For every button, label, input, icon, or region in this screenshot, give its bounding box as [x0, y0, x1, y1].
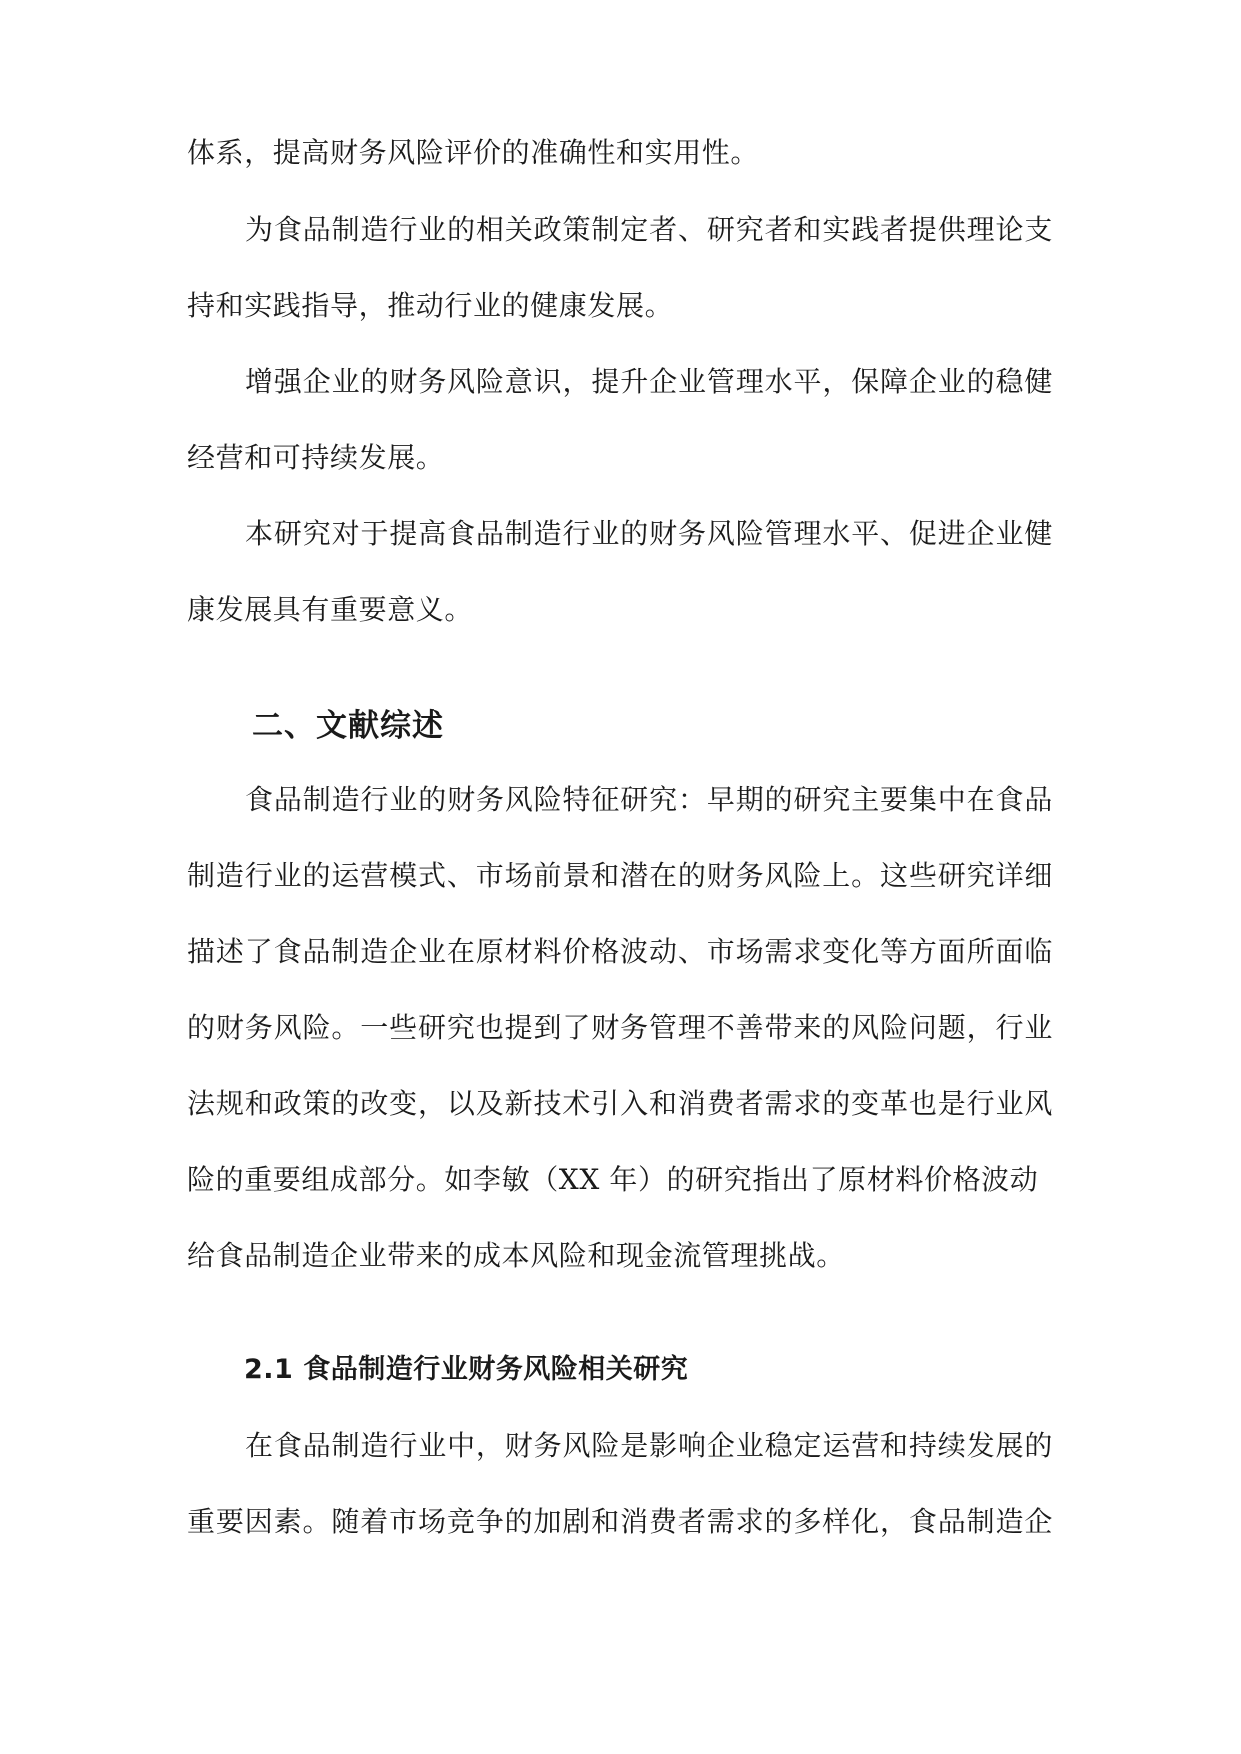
- paragraph-line: 食品制造行业的财务风险特征研究：早期的研究主要集中在食品: [245, 783, 1053, 816]
- paragraph-line: 重要因素。随着市场竞争的加剧和消费者需求的多样化，食品制造企: [187, 1505, 1053, 1538]
- paragraph-line: 在食品制造行业中，财务风险是影响企业稳定运营和持续发展的: [245, 1429, 1053, 1462]
- paragraph-line: 险的重要组成部分。如李敏（XX 年）的研究指出了原材料价格波动: [187, 1163, 1039, 1196]
- paragraph-line: 持和实践指导，推动行业的健康发展。: [187, 289, 674, 322]
- paragraph-line: 经营和可持续发展。: [187, 441, 445, 474]
- paragraph-line: 体系，提高财务风险评价的准确性和实用性。: [187, 136, 760, 169]
- paragraph-line: 增强企业的财务风险意识，提升企业管理水平，保障企业的稳健: [245, 365, 1053, 398]
- paragraph-line: 描述了食品制造企业在原材料价格波动、市场需求变化等方面所面临: [187, 935, 1053, 968]
- paragraph-line: 的财务风险。一些研究也提到了财务管理不善带来的风险问题，行业: [187, 1011, 1053, 1044]
- paragraph-line: 法规和政策的改变，以及新技术引入和消费者需求的变革也是行业风: [187, 1087, 1053, 1120]
- section-heading: 二、文献综述: [252, 708, 444, 744]
- paragraph-line: 本研究对于提高食品制造行业的财务风险管理水平、促进企业健: [245, 517, 1053, 550]
- paragraph-line: 康发展具有重要意义。: [187, 593, 474, 626]
- paragraph-line: 为食品制造行业的相关政策制定者、研究者和实践者提供理论支: [245, 213, 1053, 246]
- paragraph-line: 给食品制造企业带来的成本风险和现金流管理挑战。: [187, 1239, 845, 1272]
- paragraph-line: 制造行业的运营模式、市场前景和潜在的财务风险上。这些研究详细: [187, 859, 1053, 892]
- subsection-heading: 2.1 食品制造行业财务风险相关研究: [244, 1354, 689, 1385]
